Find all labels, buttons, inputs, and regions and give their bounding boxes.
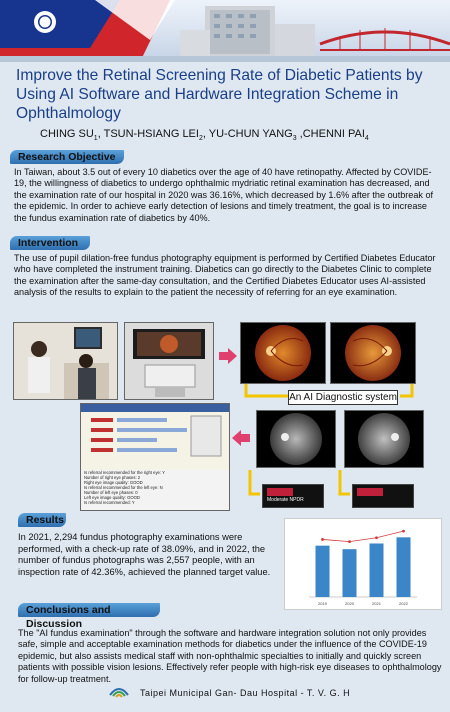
author-2-affil: 2 [198, 135, 203, 143]
right-arrow-icon [219, 348, 237, 364]
results-heading: Results [18, 513, 66, 527]
software-screenshot [80, 403, 230, 511]
report-line: Is referral recommended for the left eye: N [84, 485, 163, 490]
report-line: Is referral recommended for the right eye: Y [84, 470, 165, 475]
fundus-ai-right [256, 410, 336, 468]
rate-point [402, 530, 405, 533]
result-tag-right [352, 484, 414, 508]
result-tag-left [262, 484, 324, 508]
report-line: Right eye image quality: GOOD [84, 480, 143, 485]
bar [397, 537, 411, 597]
result-tag-right-bar [357, 488, 383, 496]
result-tag-left-bar [267, 488, 293, 496]
footer-hospital: Taipei Municipal Gan- Dau Hospital - T. V. G. H [140, 688, 351, 698]
authors-line [40, 128, 369, 142]
author-3-affil: 3 [292, 135, 297, 143]
sun-emblem-icon [34, 11, 56, 33]
author-2: , TSUN-HSIANG LEI [97, 128, 199, 140]
photo-exam-room [13, 322, 118, 400]
author-1-affil: 1 [93, 135, 98, 143]
report-lines [81, 470, 229, 505]
x-tick-label: 2021 [372, 601, 381, 606]
rate-point [348, 540, 351, 543]
author-4-affil: 4 [364, 135, 369, 143]
x-tick-label: 2019 [318, 601, 327, 606]
author-3: , YU-CHUN YANG [202, 128, 293, 140]
intervention-heading: Intervention [10, 236, 90, 250]
author-4: ,CHENNI PAI [296, 128, 365, 140]
header-banner [0, 0, 450, 62]
intervention-text: The use of pupil dilation-free fundus photography equipment is performed by Certified Diabetes Educator who have completed the instrument training. Diabetics can go directly to the Diabetes Clinic to complete the examination after the same-day consultation, and the Certified Diabetes Educator uses AI-assisted analysis of the results to explain to the patient the necessity of referring for an eye examination. [14, 253, 436, 298]
x-tick-label: 2020 [345, 601, 354, 606]
flag-banner-graphic [0, 0, 450, 62]
fundus-photo-left-color [330, 322, 416, 384]
poster-title: Improve the Retinal Screening Rate of Diabetic Patients by Using AI Software and Hardware Integration Scheme in Ophthalmology [16, 67, 423, 122]
x-tick-label: 2022 [399, 601, 408, 606]
bar [343, 549, 357, 597]
report-line: Number of left eye phases: 0 [84, 490, 138, 495]
rate-point [321, 538, 324, 541]
objective-heading: Research Objective [10, 150, 124, 164]
report-line: Number of right eye phases: 2 [84, 475, 141, 480]
results-text: In 2021, 2,294 fundus photography examinations were performed, with a check-up rate of 38.09%, and in 2022, the number of fundus photographs was 2,557 people, with an inspection rate of 42.36%, achieved the planned target value. [18, 532, 271, 577]
bar [370, 543, 384, 597]
rate-point [375, 536, 378, 539]
bar [316, 546, 330, 597]
objective-text: In Taiwan, about 3.5 out of every 10 diabetics over the age of 40 have retinopathy. Affected by COVIDE-19, the willingness of diabetics to undergo ophthalmic mydriatic retinal examination has decreased, and the examination rate of our hospital in 2020 was 36.16%, which decreased by 1.6% after the outbreak of the epidemic. In order to achieve early detection of lesions and timely treatment, the goal is to increase the fundus examination rate of diabetics by 40%. [14, 167, 434, 223]
conclusion-text: The "AI fundus examination" through the software and hardware integration solution not only provides safe, simple and acceptable examination methods for diabetics under the influence of the COVIDE-19 epidemic, but also assists medical staff with non-ophthalmic specialties to initially and quickly screen patients with possible vision lesions. Effectively refer people with high-risk eye diseases to ophthalmology for follow-up treatment. [18, 628, 442, 684]
fundus-ai-left [344, 410, 424, 468]
author-1: CHING SU [40, 128, 94, 140]
ai-system-label: An AI Diagnostic system [289, 392, 397, 403]
rate-line [323, 531, 404, 542]
left-arrow-icon [232, 430, 250, 446]
hospital-logo-icon [108, 683, 130, 699]
results-chart [284, 518, 442, 610]
results-chart-svg [285, 519, 441, 609]
report-line: Is referral recommended: Y [84, 500, 135, 505]
result-tag-left-text: Moderate NPDR [267, 497, 304, 503]
report-line: Left eye image quality: GOOD [84, 495, 140, 500]
photo-fundus-camera [124, 322, 214, 400]
conclusion-heading: Conclusions and Discussion [18, 603, 160, 617]
fundus-photo-right-color [240, 322, 326, 384]
